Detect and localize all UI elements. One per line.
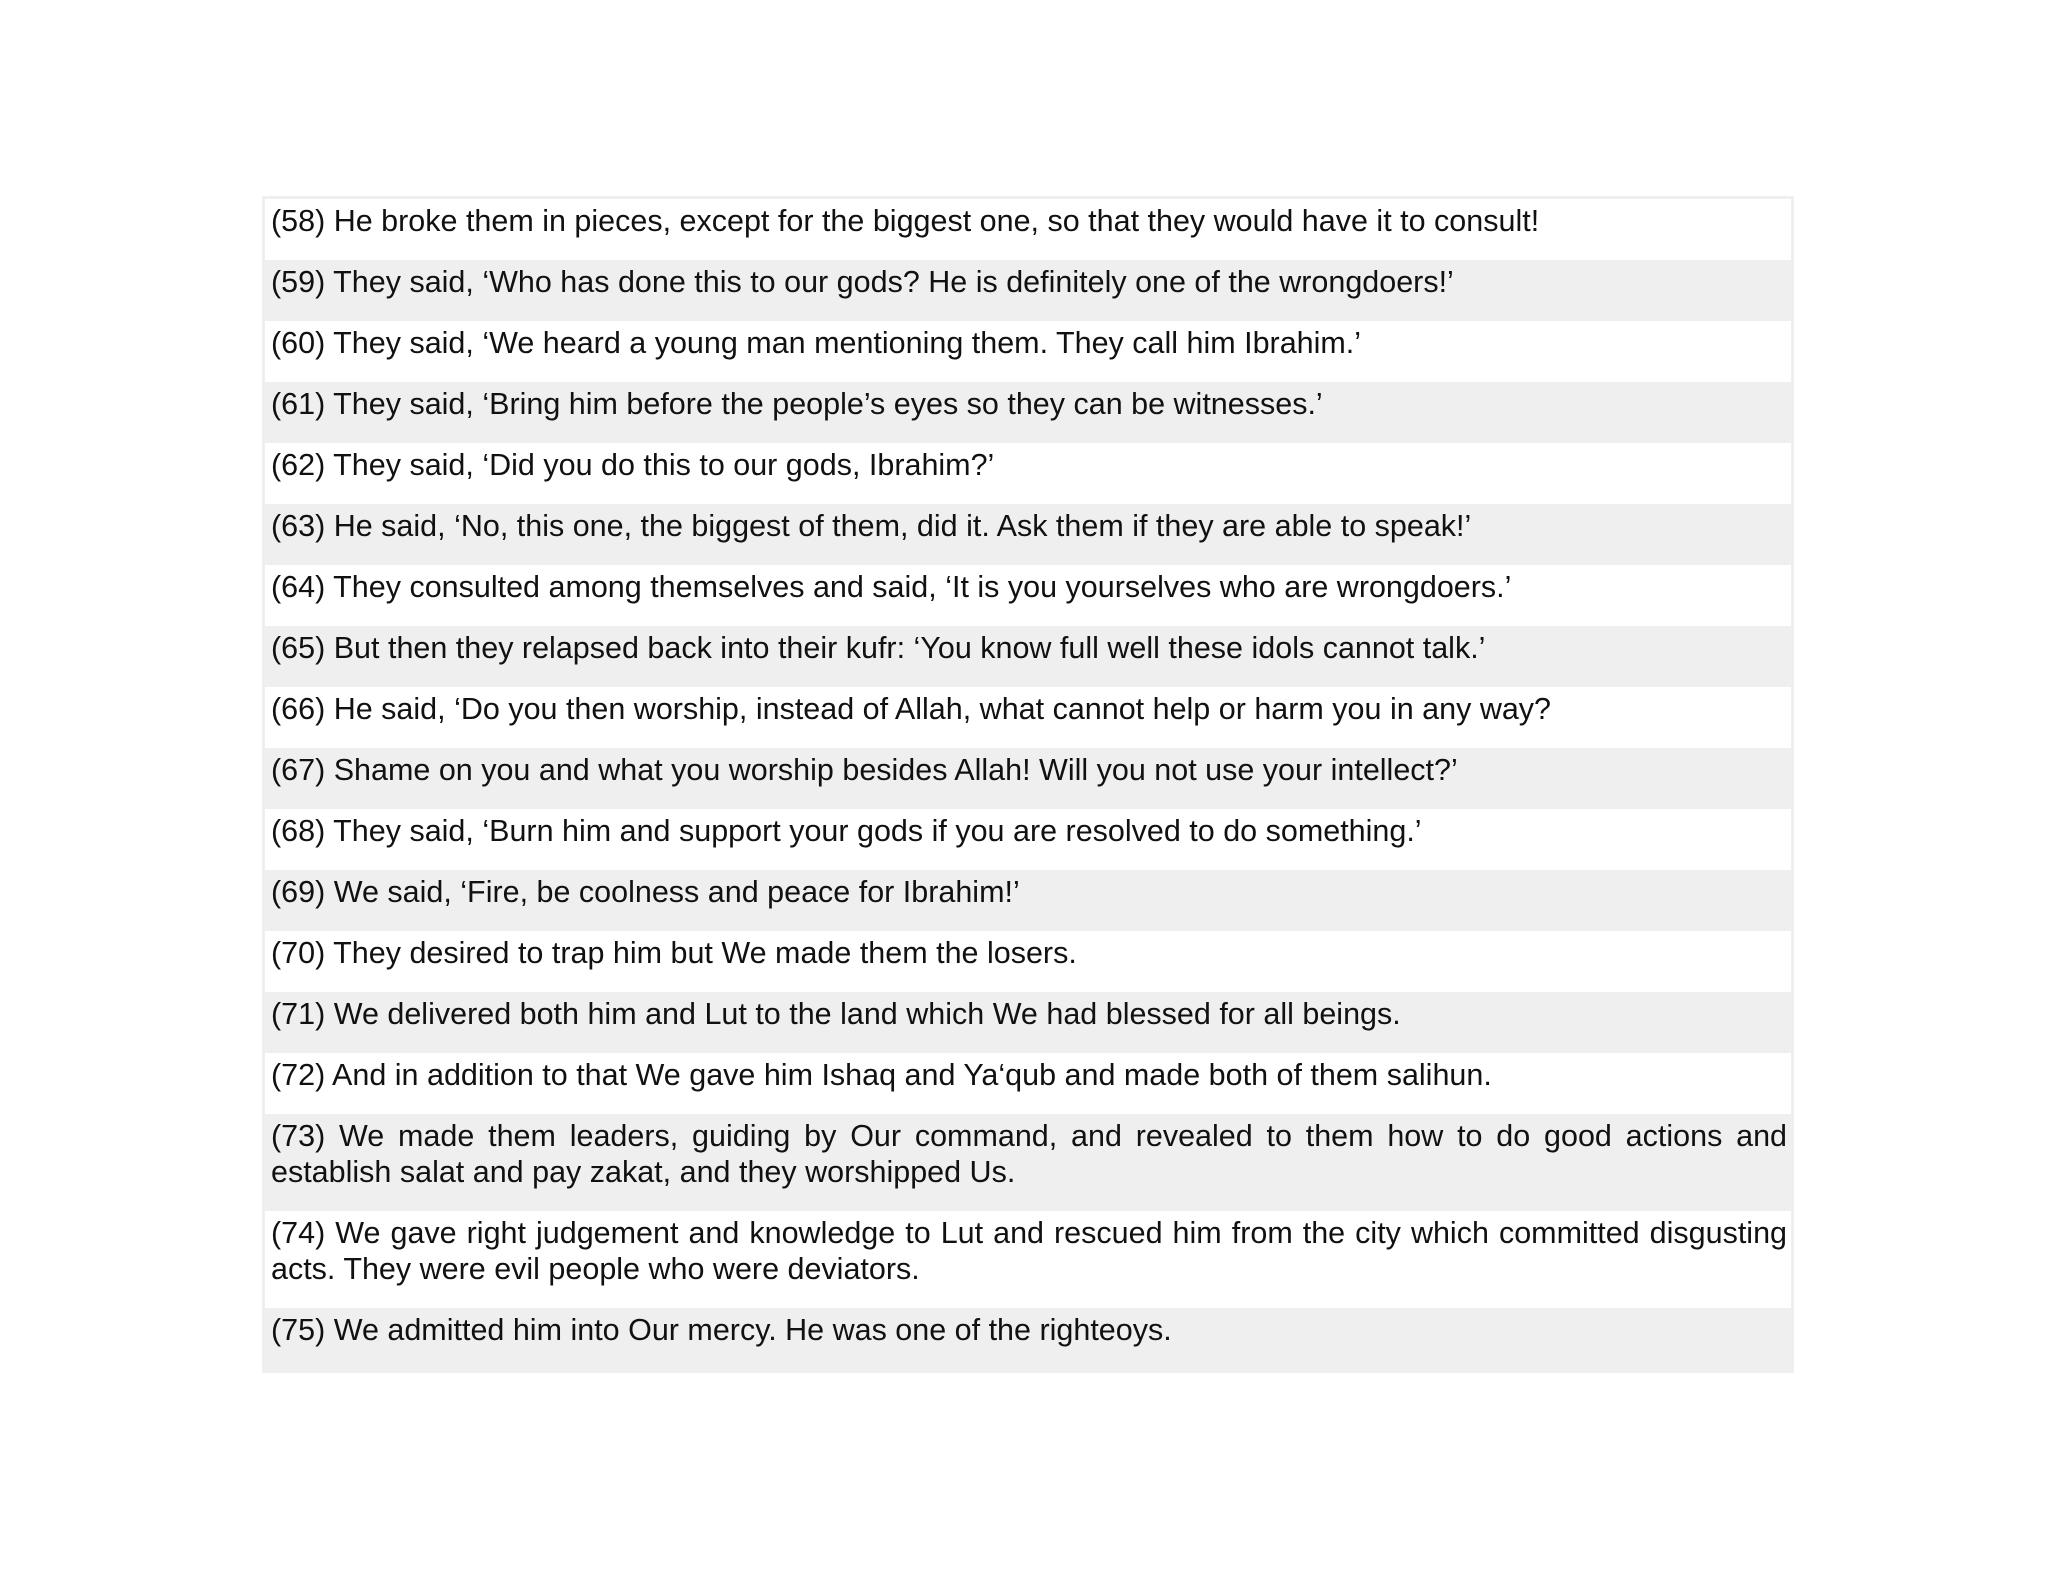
- verse-69: (69) We said, ‘Fire, be coolness and peace for Ibrahim!’: [265, 870, 1791, 931]
- verse-74: (74) We gave right judgement and knowledge to Lut and rescued him from the city which committed disgusting acts. They were evil people who were deviators.: [265, 1211, 1791, 1308]
- verse-table: [262, 196, 1794, 1373]
- verse-66: (66) He said, ‘Do you then worship, instead of Allah, what cannot help or harm you in any way?: [265, 687, 1791, 748]
- verse-60: (60) They said, ‘We heard a young man mentioning them. They call him Ibrahim.’: [265, 321, 1791, 382]
- verse-59: (59) They said, ‘Who has done this to our gods? He is definitely one of the wrongdoers!’: [265, 260, 1791, 321]
- verse-71: (71) We delivered both him and Lut to the land which We had blessed for all beings.: [265, 992, 1791, 1053]
- verse-65: (65) But then they relapsed back into their kufr: ‘You know full well these idols cannot talk.’: [265, 626, 1791, 687]
- verse-61: (61) They said, ‘Bring him before the people’s eyes so they can be witnesses.’: [265, 382, 1791, 443]
- verse-64: (64) They consulted among themselves and said, ‘It is you yourselves who are wrongdoers.’: [265, 565, 1791, 626]
- verse-72: (72) And in addition to that We gave him Ishaq and Ya‘qub and made both of them salihun.: [265, 1053, 1791, 1114]
- verse-67: (67) Shame on you and what you worship besides Allah! Will you not use your intellect?’: [265, 748, 1791, 809]
- verse-68: (68) They said, ‘Burn him and support your gods if you are resolved to do something.’: [265, 809, 1791, 870]
- verse-73: (73) We made them leaders, guiding by Our command, and revealed to them how to do good actions and establish salat and pay zakat, and they worshipped Us.: [265, 1114, 1791, 1211]
- verse-63: (63) He said, ‘No, this one, the biggest of them, did it. Ask them if they are able to speak!’: [265, 504, 1791, 565]
- verse-75: (75) We admitted him into Our mercy. He was one of the righteoys.: [265, 1308, 1791, 1369]
- verse-58: (58) He broke them in pieces, except for the biggest one, so that they would have it to consult!: [265, 199, 1791, 260]
- verse-70: (70) They desired to trap him but We made them the losers.: [265, 931, 1791, 992]
- verse-62: (62) They said, ‘Did you do this to our gods, Ibrahim?’: [265, 443, 1791, 504]
